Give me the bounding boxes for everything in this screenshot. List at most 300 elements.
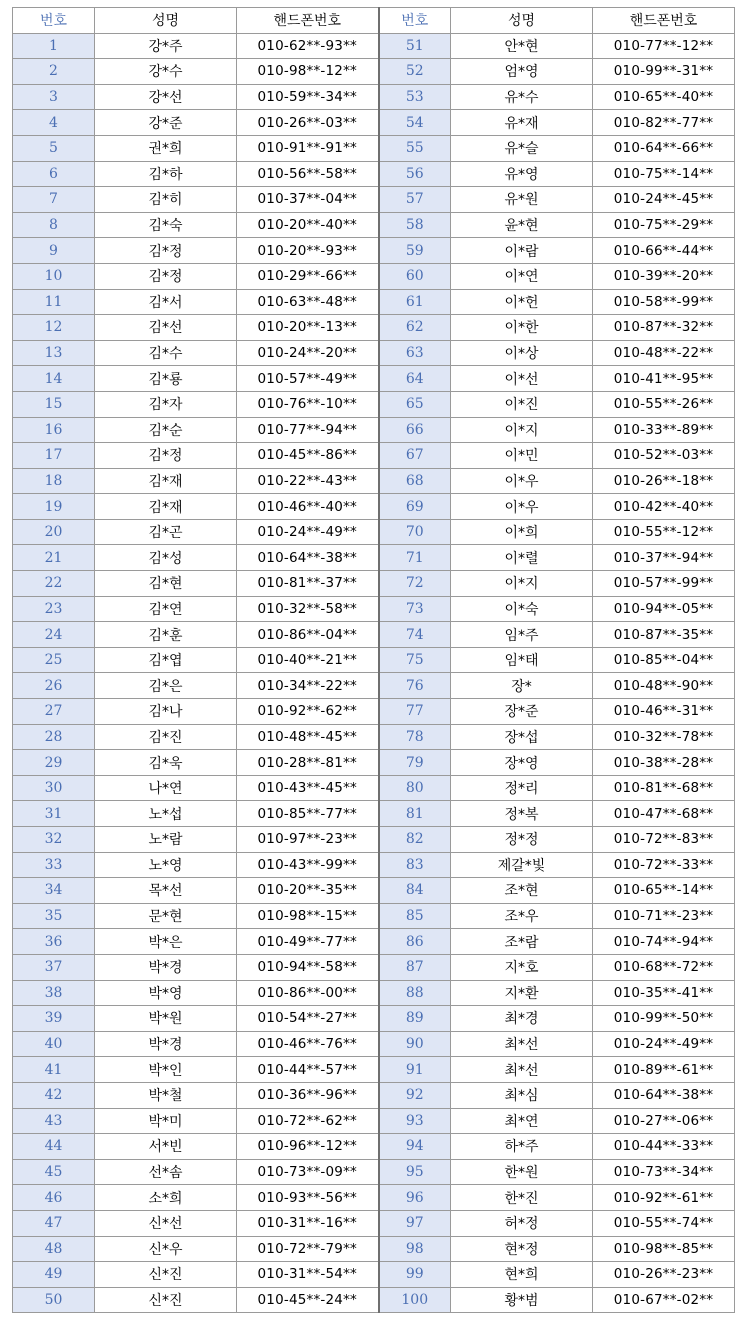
name-cell-right: 한*진 xyxy=(451,1185,593,1211)
phone-cell-right: 010-37**-94** xyxy=(593,545,735,571)
number-cell-left: 46 xyxy=(13,1185,95,1211)
table-row xyxy=(13,84,735,110)
phone-cell-left: 010-91**-91** xyxy=(237,135,379,161)
phone-cell-right: 010-64**-66** xyxy=(593,135,735,161)
number-cell-right: 98 xyxy=(379,1236,451,1262)
number-cell-left: 21 xyxy=(13,545,95,571)
name-cell-left: 김*선 xyxy=(95,315,237,341)
name-cell-right: 장* xyxy=(451,673,593,699)
phone-cell-left: 010-29**-66** xyxy=(237,263,379,289)
table-row xyxy=(13,1057,735,1083)
phone-cell-left: 010-73**-09** xyxy=(237,1159,379,1185)
phone-cell-left: 010-97**-23** xyxy=(237,827,379,853)
table-row xyxy=(13,33,735,59)
name-cell-left: 박*인 xyxy=(95,1057,237,1083)
name-cell-right: 정*복 xyxy=(451,801,593,827)
table-row xyxy=(13,775,735,801)
number-cell-left: 42 xyxy=(13,1082,95,1108)
table-row xyxy=(13,1134,735,1160)
name-cell-right: 최*연 xyxy=(451,1108,593,1134)
table-row xyxy=(13,954,735,980)
number-cell-right: 86 xyxy=(379,929,451,955)
phone-cell-right: 010-66**-44** xyxy=(593,238,735,264)
header-number-right: 번호 xyxy=(379,8,451,34)
table-row xyxy=(13,724,735,750)
name-cell-right: 이*민 xyxy=(451,443,593,469)
phone-cell-right: 010-26**-23** xyxy=(593,1262,735,1288)
number-cell-left: 4 xyxy=(13,110,95,136)
phone-cell-left: 010-36**-96** xyxy=(237,1082,379,1108)
name-cell-right: 유*영 xyxy=(451,161,593,187)
table-row xyxy=(13,852,735,878)
name-cell-right: 하*주 xyxy=(451,1134,593,1160)
name-cell-left: 김*수 xyxy=(95,340,237,366)
number-cell-left: 16 xyxy=(13,417,95,443)
phone-cell-left: 010-37**-04** xyxy=(237,187,379,213)
name-cell-left: 박*경 xyxy=(95,954,237,980)
phone-cell-left: 010-45**-86** xyxy=(237,443,379,469)
number-cell-right: 67 xyxy=(379,443,451,469)
number-cell-left: 5 xyxy=(13,135,95,161)
name-cell-right: 이*람 xyxy=(451,238,593,264)
phone-cell-right: 010-73**-34** xyxy=(593,1159,735,1185)
phone-cell-right: 010-72**-33** xyxy=(593,852,735,878)
number-cell-right: 54 xyxy=(379,110,451,136)
phone-cell-right: 010-75**-14** xyxy=(593,161,735,187)
number-cell-left: 37 xyxy=(13,954,95,980)
number-cell-right: 72 xyxy=(379,571,451,597)
phone-cell-left: 010-57**-49** xyxy=(237,366,379,392)
phone-cell-right: 010-55**-12** xyxy=(593,519,735,545)
number-cell-right: 82 xyxy=(379,827,451,853)
phone-cell-right: 010-48**-22** xyxy=(593,340,735,366)
header-phone-right: 핸드폰번호 xyxy=(593,8,735,34)
number-cell-right: 100 xyxy=(379,1287,451,1313)
number-cell-right: 60 xyxy=(379,263,451,289)
table-row xyxy=(13,1082,735,1108)
name-cell-right: 이*진 xyxy=(451,391,593,417)
table-row xyxy=(13,571,735,597)
number-cell-right: 68 xyxy=(379,468,451,494)
number-cell-left: 28 xyxy=(13,724,95,750)
phone-cell-left: 010-62**-93** xyxy=(237,33,379,59)
phone-cell-left: 010-76**-10** xyxy=(237,391,379,417)
header-row xyxy=(13,8,735,34)
name-cell-right: 이*지 xyxy=(451,571,593,597)
number-cell-right: 51 xyxy=(379,33,451,59)
table-row xyxy=(13,443,735,469)
name-cell-right: 유*원 xyxy=(451,187,593,213)
number-cell-right: 76 xyxy=(379,673,451,699)
phone-cell-right: 010-87**-32** xyxy=(593,315,735,341)
name-cell-left: 노*영 xyxy=(95,852,237,878)
table-row xyxy=(13,622,735,648)
name-cell-left: 나*연 xyxy=(95,775,237,801)
phone-cell-right: 010-39**-20** xyxy=(593,263,735,289)
name-cell-left: 신*진 xyxy=(95,1262,237,1288)
number-cell-left: 3 xyxy=(13,84,95,110)
table-row xyxy=(13,340,735,366)
table-row xyxy=(13,903,735,929)
name-cell-left: 김*엽 xyxy=(95,647,237,673)
table-row xyxy=(13,135,735,161)
phone-cell-right: 010-72**-83** xyxy=(593,827,735,853)
number-cell-right: 57 xyxy=(379,187,451,213)
name-cell-right: 윤*현 xyxy=(451,212,593,238)
table-row xyxy=(13,212,735,238)
phone-cell-right: 010-55**-26** xyxy=(593,391,735,417)
number-cell-left: 12 xyxy=(13,315,95,341)
number-cell-right: 77 xyxy=(379,699,451,725)
number-cell-left: 9 xyxy=(13,238,95,264)
number-cell-right: 62 xyxy=(379,315,451,341)
table-row xyxy=(13,545,735,571)
phone-cell-right: 010-65**-40** xyxy=(593,84,735,110)
number-cell-left: 25 xyxy=(13,647,95,673)
number-cell-left: 19 xyxy=(13,494,95,520)
table-row xyxy=(13,1159,735,1185)
phone-cell-left: 010-26**-03** xyxy=(237,110,379,136)
phone-cell-right: 010-67**-02** xyxy=(593,1287,735,1313)
number-cell-left: 44 xyxy=(13,1134,95,1160)
name-cell-right: 최*선 xyxy=(451,1031,593,1057)
table-row xyxy=(13,468,735,494)
name-cell-left: 김*곤 xyxy=(95,519,237,545)
name-cell-right: 최*선 xyxy=(451,1057,593,1083)
phone-cell-right: 010-27**-06** xyxy=(593,1108,735,1134)
phone-cell-right: 010-26**-18** xyxy=(593,468,735,494)
name-cell-right: 장*섭 xyxy=(451,724,593,750)
name-cell-left: 강*준 xyxy=(95,110,237,136)
table-row xyxy=(13,1210,735,1236)
phone-cell-left: 010-86**-00** xyxy=(237,980,379,1006)
phone-cell-left: 010-20**-13** xyxy=(237,315,379,341)
name-cell-left: 신*선 xyxy=(95,1210,237,1236)
name-cell-left: 김*정 xyxy=(95,238,237,264)
number-cell-left: 35 xyxy=(13,903,95,929)
number-cell-right: 71 xyxy=(379,545,451,571)
phone-cell-left: 010-59**-34** xyxy=(237,84,379,110)
number-cell-right: 99 xyxy=(379,1262,451,1288)
name-cell-left: 김*현 xyxy=(95,571,237,597)
number-cell-right: 90 xyxy=(379,1031,451,1057)
number-cell-left: 15 xyxy=(13,391,95,417)
number-cell-left: 50 xyxy=(13,1287,95,1313)
number-cell-right: 69 xyxy=(379,494,451,520)
number-cell-right: 79 xyxy=(379,750,451,776)
name-cell-right: 한*원 xyxy=(451,1159,593,1185)
name-cell-left: 신*진 xyxy=(95,1287,237,1313)
table-row xyxy=(13,417,735,443)
phone-cell-left: 010-32**-58** xyxy=(237,596,379,622)
number-cell-right: 56 xyxy=(379,161,451,187)
number-cell-left: 2 xyxy=(13,59,95,85)
number-cell-left: 47 xyxy=(13,1210,95,1236)
phone-cell-right: 010-98**-85** xyxy=(593,1236,735,1262)
name-cell-left: 김*연 xyxy=(95,596,237,622)
phone-cell-right: 010-48**-90** xyxy=(593,673,735,699)
table-row xyxy=(13,1185,735,1211)
number-cell-right: 96 xyxy=(379,1185,451,1211)
number-cell-right: 97 xyxy=(379,1210,451,1236)
name-cell-right: 현*희 xyxy=(451,1262,593,1288)
number-cell-right: 83 xyxy=(379,852,451,878)
number-cell-left: 36 xyxy=(13,929,95,955)
name-cell-left: 김*재 xyxy=(95,468,237,494)
phone-cell-left: 010-81**-37** xyxy=(237,571,379,597)
phone-cell-right: 010-92**-61** xyxy=(593,1185,735,1211)
number-cell-right: 88 xyxy=(379,980,451,1006)
table-row xyxy=(13,827,735,853)
phone-cell-left: 010-77**-94** xyxy=(237,417,379,443)
number-cell-left: 34 xyxy=(13,878,95,904)
number-cell-right: 63 xyxy=(379,340,451,366)
number-cell-right: 78 xyxy=(379,724,451,750)
phone-cell-left: 010-24**-49** xyxy=(237,519,379,545)
phone-cell-left: 010-96**-12** xyxy=(237,1134,379,1160)
name-cell-right: 조*람 xyxy=(451,929,593,955)
number-cell-left: 26 xyxy=(13,673,95,699)
name-cell-right: 장*영 xyxy=(451,750,593,776)
name-cell-right: 허*정 xyxy=(451,1210,593,1236)
phone-cell-left: 010-22**-43** xyxy=(237,468,379,494)
number-cell-left: 24 xyxy=(13,622,95,648)
name-cell-right: 장*준 xyxy=(451,699,593,725)
number-cell-right: 70 xyxy=(379,519,451,545)
phone-cell-left: 010-93**-56** xyxy=(237,1185,379,1211)
number-cell-left: 43 xyxy=(13,1108,95,1134)
number-cell-left: 14 xyxy=(13,366,95,392)
phone-cell-right: 010-58**-99** xyxy=(593,289,735,315)
phone-cell-left: 010-43**-45** xyxy=(237,775,379,801)
number-cell-left: 20 xyxy=(13,519,95,545)
number-cell-left: 18 xyxy=(13,468,95,494)
number-cell-left: 30 xyxy=(13,775,95,801)
name-cell-left: 노*람 xyxy=(95,827,237,853)
phone-cell-right: 010-71**-23** xyxy=(593,903,735,929)
number-cell-left: 13 xyxy=(13,340,95,366)
phone-cell-left: 010-43**-99** xyxy=(237,852,379,878)
number-cell-right: 92 xyxy=(379,1082,451,1108)
number-cell-right: 85 xyxy=(379,903,451,929)
name-cell-right: 임*주 xyxy=(451,622,593,648)
name-cell-left: 김*숙 xyxy=(95,212,237,238)
table-row xyxy=(13,699,735,725)
phone-cell-left: 010-45**-24** xyxy=(237,1287,379,1313)
table-row xyxy=(13,1031,735,1057)
number-cell-left: 8 xyxy=(13,212,95,238)
phone-cell-right: 010-64**-38** xyxy=(593,1082,735,1108)
phone-cell-right: 010-35**-41** xyxy=(593,980,735,1006)
name-cell-right: 조*현 xyxy=(451,878,593,904)
phone-cell-right: 010-46**-31** xyxy=(593,699,735,725)
phone-cell-left: 010-46**-40** xyxy=(237,494,379,520)
phone-cell-left: 010-34**-22** xyxy=(237,673,379,699)
phone-cell-right: 010-47**-68** xyxy=(593,801,735,827)
name-cell-right: 이*희 xyxy=(451,519,593,545)
phone-cell-left: 010-48**-45** xyxy=(237,724,379,750)
table-row xyxy=(13,878,735,904)
number-cell-right: 52 xyxy=(379,59,451,85)
table-row xyxy=(13,1262,735,1288)
name-cell-left: 강*주 xyxy=(95,33,237,59)
phone-cell-right: 010-77**-12** xyxy=(593,33,735,59)
number-cell-right: 91 xyxy=(379,1057,451,1083)
phone-cell-left: 010-63**-48** xyxy=(237,289,379,315)
number-cell-right: 75 xyxy=(379,647,451,673)
name-cell-right: 지*환 xyxy=(451,980,593,1006)
name-cell-right: 이*우 xyxy=(451,468,593,494)
phone-cell-left: 010-46**-76** xyxy=(237,1031,379,1057)
name-cell-right: 유*슬 xyxy=(451,135,593,161)
number-cell-left: 33 xyxy=(13,852,95,878)
name-cell-right: 엄*영 xyxy=(451,59,593,85)
table-row xyxy=(13,1108,735,1134)
name-cell-right: 임*태 xyxy=(451,647,593,673)
phone-cell-right: 010-42**-40** xyxy=(593,494,735,520)
phone-cell-right: 010-24**-49** xyxy=(593,1031,735,1057)
name-cell-left: 서*빈 xyxy=(95,1134,237,1160)
number-cell-left: 1 xyxy=(13,33,95,59)
name-cell-left: 김*정 xyxy=(95,263,237,289)
phone-cell-left: 010-20**-93** xyxy=(237,238,379,264)
phone-cell-left: 010-40**-21** xyxy=(237,647,379,673)
table-row xyxy=(13,161,735,187)
number-cell-right: 59 xyxy=(379,238,451,264)
number-cell-left: 40 xyxy=(13,1031,95,1057)
table-row xyxy=(13,673,735,699)
phone-cell-left: 010-72**-79** xyxy=(237,1236,379,1262)
phone-cell-left: 010-31**-54** xyxy=(237,1262,379,1288)
number-cell-left: 6 xyxy=(13,161,95,187)
number-cell-left: 49 xyxy=(13,1262,95,1288)
table-row xyxy=(13,1236,735,1262)
number-cell-right: 61 xyxy=(379,289,451,315)
number-cell-right: 73 xyxy=(379,596,451,622)
name-cell-left: 김*재 xyxy=(95,494,237,520)
phone-cell-right: 010-99**-50** xyxy=(593,1006,735,1032)
number-cell-right: 89 xyxy=(379,1006,451,1032)
phone-cell-left: 010-86**-04** xyxy=(237,622,379,648)
name-cell-left: 강*수 xyxy=(95,59,237,85)
phone-cell-left: 010-24**-20** xyxy=(237,340,379,366)
phone-cell-right: 010-44**-33** xyxy=(593,1134,735,1160)
phone-cell-right: 010-68**-72** xyxy=(593,954,735,980)
name-cell-right: 이*헌 xyxy=(451,289,593,315)
phone-cell-left: 010-20**-35** xyxy=(237,878,379,904)
name-cell-right: 이*선 xyxy=(451,366,593,392)
number-cell-left: 48 xyxy=(13,1236,95,1262)
name-cell-right: 이*지 xyxy=(451,417,593,443)
phone-cell-right: 010-38**-28** xyxy=(593,750,735,776)
number-cell-right: 93 xyxy=(379,1108,451,1134)
name-cell-left: 김*자 xyxy=(95,391,237,417)
number-cell-left: 11 xyxy=(13,289,95,315)
name-cell-right: 정*리 xyxy=(451,775,593,801)
phone-cell-right: 010-74**-94** xyxy=(593,929,735,955)
phone-cell-left: 010-98**-15** xyxy=(237,903,379,929)
name-cell-left: 김*히 xyxy=(95,187,237,213)
number-cell-left: 31 xyxy=(13,801,95,827)
name-cell-right: 유*수 xyxy=(451,84,593,110)
phone-cell-right: 010-57**-99** xyxy=(593,571,735,597)
phone-cell-right: 010-32**-78** xyxy=(593,724,735,750)
number-cell-right: 80 xyxy=(379,775,451,801)
name-cell-left: 김*훈 xyxy=(95,622,237,648)
phone-cell-left: 010-72**-62** xyxy=(237,1108,379,1134)
name-cell-right: 이*렬 xyxy=(451,545,593,571)
phone-cell-right: 010-89**-61** xyxy=(593,1057,735,1083)
name-cell-left: 김*진 xyxy=(95,724,237,750)
table-row xyxy=(13,596,735,622)
phone-cell-left: 010-49**-77** xyxy=(237,929,379,955)
header-number-left: 번호 xyxy=(13,8,95,34)
header-name-right: 성명 xyxy=(451,8,593,34)
phone-cell-right: 010-94**-05** xyxy=(593,596,735,622)
name-cell-right: 제갈*빛 xyxy=(451,852,593,878)
table-row xyxy=(13,391,735,417)
name-cell-left: 김*나 xyxy=(95,699,237,725)
name-cell-left: 선*솜 xyxy=(95,1159,237,1185)
number-cell-right: 65 xyxy=(379,391,451,417)
name-cell-left: 김*하 xyxy=(95,161,237,187)
name-cell-right: 이*연 xyxy=(451,263,593,289)
name-cell-right: 이*한 xyxy=(451,315,593,341)
name-cell-left: 김*정 xyxy=(95,443,237,469)
table-row xyxy=(13,929,735,955)
phone-cell-left: 010-64**-38** xyxy=(237,545,379,571)
name-cell-left: 권*희 xyxy=(95,135,237,161)
name-cell-left: 김*룡 xyxy=(95,366,237,392)
name-cell-right: 안*현 xyxy=(451,33,593,59)
number-cell-left: 10 xyxy=(13,263,95,289)
table-row xyxy=(13,110,735,136)
name-cell-left: 박*경 xyxy=(95,1031,237,1057)
phone-cell-right: 010-87**-35** xyxy=(593,622,735,648)
table-row xyxy=(13,750,735,776)
table-row xyxy=(13,59,735,85)
name-cell-left: 신*우 xyxy=(95,1236,237,1262)
name-cell-right: 최*심 xyxy=(451,1082,593,1108)
phone-cell-right: 010-55**-74** xyxy=(593,1210,735,1236)
table-row xyxy=(13,263,735,289)
number-cell-right: 55 xyxy=(379,135,451,161)
phone-cell-left: 010-44**-57** xyxy=(237,1057,379,1083)
number-cell-right: 58 xyxy=(379,212,451,238)
number-cell-left: 22 xyxy=(13,571,95,597)
name-cell-left: 박*은 xyxy=(95,929,237,955)
number-cell-left: 38 xyxy=(13,980,95,1006)
name-cell-right: 조*우 xyxy=(451,903,593,929)
phone-cell-right: 010-24**-45** xyxy=(593,187,735,213)
name-cell-left: 문*현 xyxy=(95,903,237,929)
number-cell-right: 87 xyxy=(379,954,451,980)
number-cell-left: 23 xyxy=(13,596,95,622)
phone-cell-right: 010-33**-89** xyxy=(593,417,735,443)
phone-cell-left: 010-56**-58** xyxy=(237,161,379,187)
number-cell-right: 81 xyxy=(379,801,451,827)
number-cell-right: 95 xyxy=(379,1159,451,1185)
name-cell-right: 이*상 xyxy=(451,340,593,366)
name-cell-right: 현*정 xyxy=(451,1236,593,1262)
table-row xyxy=(13,1287,735,1313)
number-cell-right: 66 xyxy=(379,417,451,443)
phone-cell-left: 010-31**-16** xyxy=(237,1210,379,1236)
number-cell-left: 17 xyxy=(13,443,95,469)
name-cell-right: 황*범 xyxy=(451,1287,593,1313)
name-cell-right: 정*정 xyxy=(451,827,593,853)
number-cell-left: 45 xyxy=(13,1159,95,1185)
